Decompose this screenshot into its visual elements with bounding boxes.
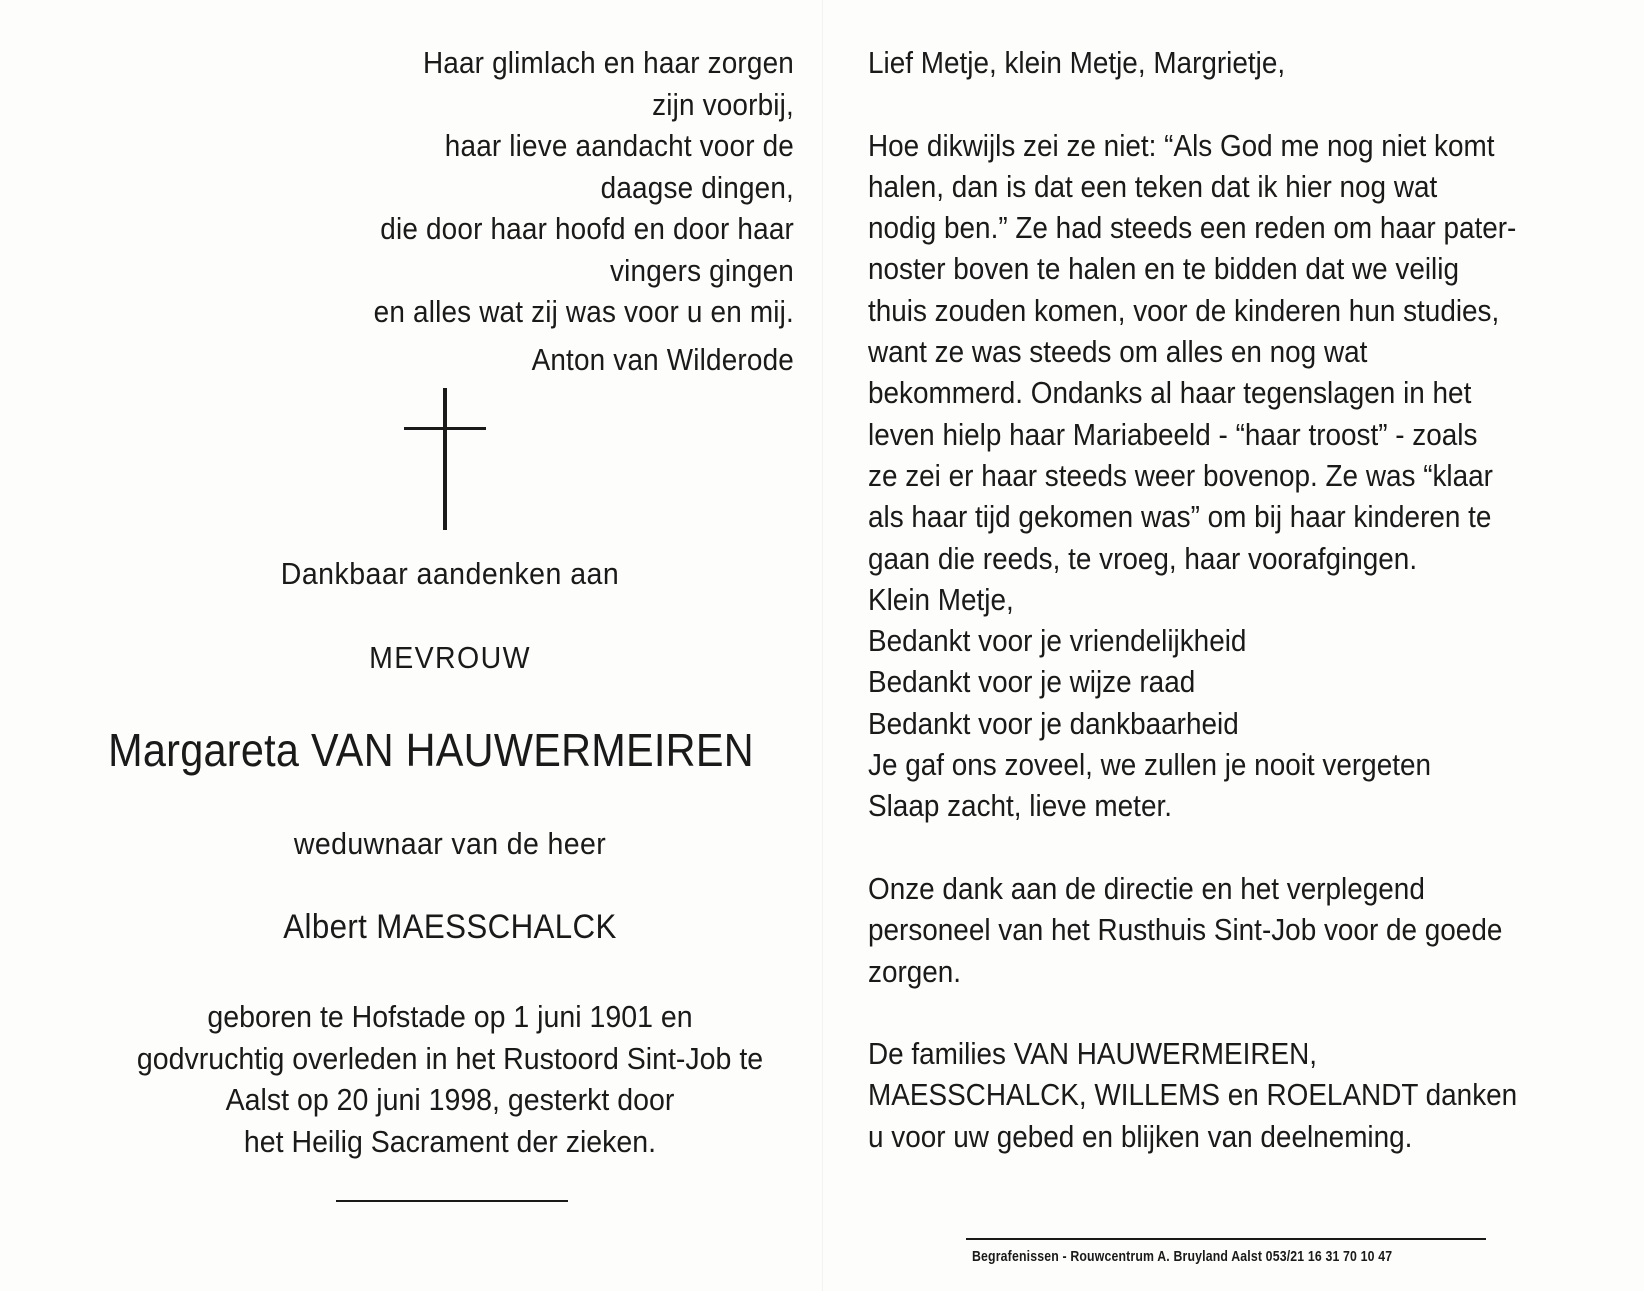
cross-horizontal-bar [404, 427, 486, 430]
thanks-line: zorgen. [868, 953, 962, 989]
tribute-line: Hoe dikwijls zei ze niet: “Als God me nog niet komt [868, 127, 1495, 163]
undertaker-imprint: Begrafenissen - Rouwcentrum A. Bruyland Aalst 053/21 16 31 70 10 47 [972, 1248, 1393, 1265]
biography-line: Aalst op 20 juni 1998, gesterkt door [225, 1082, 675, 1117]
tribute-line: Klein Metje, [868, 581, 1014, 617]
tribute-line: Bedankt voor je wijze raad [868, 664, 1196, 700]
family-line: u voor uw gebed en blijken van deelneming. [868, 1118, 1413, 1154]
biography-line: godvruchtig overleden in het Rustoord Sint-Job te [136, 1040, 764, 1076]
footer-divider [966, 1238, 1486, 1240]
poem-line: vingers gingen [610, 252, 794, 288]
family-line: De families VAN HAUWERMEIREN, [868, 1036, 1318, 1072]
thanks-line: personeel van het Rusthuis Sint-Job voor de goede [868, 912, 1503, 948]
biography-line: het Heilig Sacrament der zieken. [243, 1123, 657, 1159]
poem-line: zijn voorbij, [652, 86, 794, 122]
poem [326, 42, 794, 380]
blank-line [868, 992, 1534, 1033]
cross-icon [404, 388, 486, 530]
tribute-text [868, 42, 1534, 1157]
blank-line [868, 827, 1534, 868]
tribute-line: Je gaf ons zoveel, we zullen je nooit vergeten [868, 747, 1432, 783]
greeting: Lief Metje, klein Metje, Margrietje, [868, 45, 1286, 80]
poem-line: Haar glimlach en haar zorgen [422, 45, 794, 80]
tribute-line: want ze was steeds om alles en nog wat [868, 334, 1368, 370]
tribute-line: gaan die reeds, te vroeg, haar voorafgingen. [868, 540, 1418, 576]
tribute-line: nodig ben.” Ze had steeds een reden om haar pater- [868, 210, 1517, 246]
poem-line: haar lieve aandacht voor de [444, 128, 794, 163]
tribute-line: als haar tijd gekomen was” om bij haar kinderen te [868, 499, 1492, 535]
remembrance-heading: Dankbaar aandenken aan [280, 556, 620, 591]
deceased-name: Margareta VAN HAUWERMEIREN [108, 724, 754, 776]
honorific-title: MEVROUW [369, 640, 531, 675]
right-page [822, 0, 1644, 1291]
biography-line: geboren te Hofstade op 1 juni 1901 en [207, 999, 693, 1034]
biography [91, 996, 809, 1162]
thanks-line: Onze dank aan de directie en het verplegend [868, 870, 1425, 906]
cross-vertical-bar [443, 388, 447, 530]
tribute-line: thuis zouden komen, voor de kinderen hun studies, [868, 292, 1500, 328]
poem-line: daagse dingen, [600, 169, 794, 205]
tribute-line: Slaap zacht, lieve meter. [868, 788, 1172, 824]
widow-line: weduwnaar van de heer [293, 826, 607, 861]
tribute-line: bekommerd. Ondanks al haar tegenslagen in het [868, 375, 1472, 411]
tribute-line: leven hielp haar Mariabeeld - “haar troost” - zoals [868, 416, 1478, 452]
tribute-line: ze zei er haar steeds weer bovenop. Ze was “klaar [868, 457, 1493, 493]
tribute-line: noster boven te halen en te bidden dat we veilig [868, 251, 1459, 287]
poem-line: die door haar hoofd en door haar [380, 211, 794, 246]
left-divider [336, 1200, 568, 1202]
tribute-line: halen, dan is dat een teken dat ik hier nog wat [868, 168, 1438, 204]
tribute-line: Bedankt voor je vriendelijkheid [868, 623, 1247, 659]
poem-author: Anton van Wilderode [531, 341, 794, 377]
poem-line: en alles wat zij was voor u en mij. [373, 294, 794, 329]
blank-line [868, 83, 1534, 124]
family-line: MAESSCHALCK, WILLEMS en ROELANDT danken [868, 1077, 1518, 1113]
tribute-line: Bedankt voor je dankbaarheid [868, 705, 1239, 741]
spouse-name: Albert MAESSCHALCK [283, 908, 617, 946]
